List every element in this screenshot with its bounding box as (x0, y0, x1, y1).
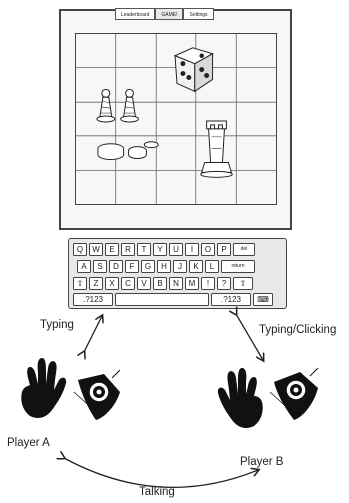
key-return[interactable]: return (221, 260, 255, 273)
key-hide-keyboard[interactable]: ⌨ (253, 293, 273, 306)
key-shift-left[interactable]: ⇧ (73, 277, 87, 290)
key-q[interactable]: Q (73, 243, 87, 256)
key-h[interactable]: H (157, 260, 171, 273)
key-j[interactable]: J (173, 260, 187, 273)
key-l[interactable]: L (205, 260, 219, 273)
key-g[interactable]: G (141, 260, 155, 273)
key-exclamation[interactable]: ! (201, 277, 215, 290)
talking-arrow (64, 458, 258, 487)
key-delete[interactable]: del (233, 243, 255, 256)
key-numbers-right[interactable]: .?123 (211, 293, 251, 306)
key-d[interactable]: D (109, 260, 123, 273)
key-shift-right[interactable]: ⇧ (233, 277, 253, 290)
player-b-label: Player B (240, 456, 284, 468)
hand-icon (218, 368, 263, 428)
typing-arrow (84, 316, 102, 352)
tab-leaderboard[interactable]: Leaderboard (115, 8, 155, 20)
key-a[interactable]: A (77, 260, 91, 273)
key-y[interactable]: Y (153, 243, 167, 256)
key-c[interactable]: C (121, 277, 135, 290)
key-r[interactable]: R (121, 243, 135, 256)
key-w[interactable]: W (89, 243, 103, 256)
key-k[interactable]: K (189, 260, 203, 273)
key-v[interactable]: V (137, 277, 151, 290)
key-f[interactable]: F (125, 260, 139, 273)
hand-icon (21, 358, 66, 418)
typing-clicking-label: Typing/Clicking (259, 324, 337, 336)
key-p[interactable]: P (217, 243, 231, 256)
key-question[interactable]: ? (217, 277, 231, 290)
key-m[interactable]: M (185, 277, 199, 290)
typing-clicking-arrow (236, 314, 263, 360)
player-a-label: Player A (7, 437, 50, 449)
eye-icon (270, 368, 318, 420)
talking-label: Talking (139, 486, 175, 498)
key-z[interactable]: Z (89, 277, 103, 290)
eye-icon (74, 370, 120, 420)
key-i[interactable]: I (185, 243, 199, 256)
key-e[interactable]: E (105, 243, 119, 256)
tab-game[interactable]: GAME! (155, 8, 183, 20)
key-u[interactable]: U (169, 243, 183, 256)
key-o[interactable]: O (201, 243, 215, 256)
key-s[interactable]: S (93, 260, 107, 273)
tab-settings[interactable]: Settings (183, 8, 213, 20)
key-t[interactable]: T (137, 243, 151, 256)
key-x[interactable]: X (105, 277, 119, 290)
key-numbers-left[interactable]: .?123 (73, 293, 113, 306)
key-n[interactable]: N (169, 277, 183, 290)
key-b[interactable]: B (153, 277, 167, 290)
typing-label: Typing (40, 319, 74, 331)
